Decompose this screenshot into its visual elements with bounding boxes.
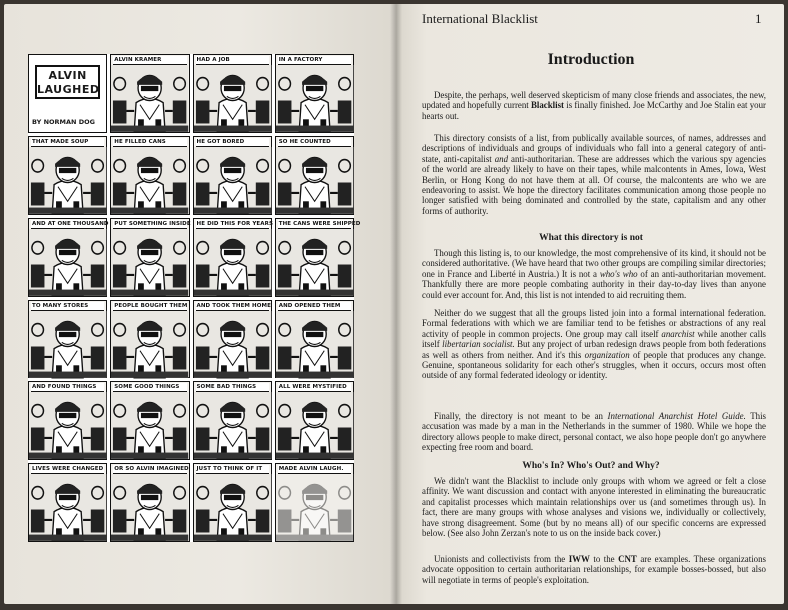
factory-worker-illustration (111, 392, 188, 459)
subheading-what-not: What this directory is not (539, 233, 643, 243)
factory-worker-illustration (111, 65, 188, 132)
comic-panel-caption: MADE ALVIN LAUGH. (278, 465, 351, 474)
comic-panel (275, 54, 354, 133)
comic-panel (110, 218, 189, 297)
comic-panel-caption: HE DID THIS FOR YEARS (196, 220, 274, 227)
factory-worker-illustration (276, 392, 353, 459)
factory-worker-illustration (276, 229, 353, 296)
comic-panel (275, 300, 354, 379)
comic-panel (193, 300, 272, 379)
comic-panel-caption: SOME BAD THINGS (196, 383, 269, 392)
factory-worker-illustration (276, 311, 353, 378)
factory-worker-illustration (29, 147, 106, 214)
factory-worker-illustration (111, 474, 188, 541)
comic-panel (193, 136, 272, 215)
factory-worker-illustration (276, 147, 353, 214)
comic-panel-caption: HAD A JOB (196, 56, 269, 65)
page-heading: Introduction (547, 51, 635, 68)
comic-panel-caption: LIVES WERE CHANGED (32, 466, 104, 473)
factory-worker-illustration (194, 474, 271, 541)
comic-panel-caption: SO HE COUNTED (278, 138, 351, 147)
comic-panel (28, 300, 107, 379)
factory-worker-illustration (29, 392, 106, 459)
comic-panel-caption: SOME GOOD THINGS (113, 383, 186, 392)
comic-panel-caption: AND FOUND THINGS (31, 383, 104, 392)
factory-worker-illustration (111, 229, 188, 296)
comic-panel (110, 463, 189, 542)
comic-panel-caption: THE CANS WERE SHIPPED (278, 220, 361, 227)
comic-strip (28, 54, 361, 542)
factory-worker-illustration (194, 392, 271, 459)
comic-panel-caption: JUST TO THINK OF IT (196, 465, 269, 474)
comic-panel-caption: THAT MADE SOUP (31, 138, 104, 147)
comic-panel (193, 463, 272, 542)
factory-worker-illustration (194, 311, 271, 378)
comic-panel-caption: HE GOT BORED (196, 138, 269, 147)
factory-worker-illustration (194, 229, 271, 296)
comic-panel-caption: AND AT ONE THOUSAND (32, 220, 109, 227)
comic-panel (110, 54, 189, 133)
comic-byline: BY NORMAN DOG (32, 117, 95, 126)
paragraph-federation: Neither do we suggest that all the groups listed join into a formal international federation. Formal federations with which we are familiar tend to be fetishes or abstractions of any real activity of people in common projects. One group may call itself anarchist while another calls itself libertarian socialist. But any project of urban redesign draws people from both federations as well as others from neither. And it's this organization of people that produces any change. Genuine, spontaneous solidarity for each other's struggles, when it occurs, occurs most often outside of any formal federated ideology or identity. (422, 308, 766, 381)
comic-title-panel (28, 54, 107, 133)
factory-worker-illustration (276, 65, 353, 132)
comic-panel (275, 136, 354, 215)
comic-panel (193, 381, 272, 460)
book-gutter (390, 4, 402, 604)
comic-panel (110, 300, 189, 379)
factory-worker-illustration (29, 474, 106, 541)
paragraph-whos-in: We didn't want the Blacklist to include only groups with whom we agreed or felt a close affinity. We want discussion and contact with anyone interested in eliminating the bureaucratic and capitalist processes which maintain relationships over us (and sometimes through us). In fact, there are many groups with whose analyses and visions we, individually or collectively, have strong disagreement. Some (but by no means all) of our specific concerns are expressed below. (See also John Zerzan's note to us on the inside back cover.) (422, 476, 766, 539)
comic-title: ALVIN LAUGHED (35, 65, 100, 99)
factory-worker-illustration (29, 311, 106, 378)
factory-worker-illustration (111, 147, 188, 214)
subheading-whos-in: Who's In? Who's Out? and Why? (522, 461, 660, 471)
comic-panel-caption: IN A FACTORY (278, 56, 351, 65)
comic-panel (275, 381, 354, 460)
paragraph-intro: Despite, the perhaps, well deserved skepticism of many close friends and associates, the new, updated and hopefully current Blacklist is finally finished. Joe McCarthy and Joe Stalin eat your hearts out. (422, 90, 766, 121)
comic-panel (28, 381, 107, 460)
comic-panel (110, 381, 189, 460)
comic-panel (275, 463, 354, 542)
comic-panel (28, 463, 107, 542)
comic-panel-caption: OR SO ALVIN IMAGINED (114, 466, 189, 473)
comic-panel (28, 218, 107, 297)
paragraph-directory-consists: This directory consists of a list, from publically available sources, of names, addresses and descriptions of individuals and groups of individuals who fall into a general category of anti-state, anti-capitalist and anti-authoritarian. These are addresses which the various spy agencies of the world are already likely to have on their tapes, while malcontents in Ames, Iowa, West Berlin, or Hong Kong do not have them at all. Of course, the malcontents are who we are endeavoring to assist. We hope the directory facilitates communication among those people no longer satisfied with being dominated and controlled by the state, capitalism and any other forms of authority. (422, 133, 766, 216)
paragraph-not-authoritative: Though this listing is, to our knowledge, the most comprehensive of its kind, it should not be considered authoritative. (We have heard that two other groups are compiling similar directories; one in France and Liberté in Austria.) It is not a who's who of an anti-authoritarian movement. Thankfully there are more people combating authority in their day-to-day lives than anyone could ever account for. And, this list is not intended to aid recruiting them. (422, 248, 766, 300)
comic-panel-caption: AND OPENED THEM (278, 302, 351, 311)
comic-panel (110, 136, 189, 215)
factory-worker-illustration (29, 229, 106, 296)
comic-panel-caption: ALL WERE MYSTIFIED (278, 383, 351, 392)
comic-panel-caption: PUT SOMETHING INSIDE (114, 220, 191, 227)
comic-panel (275, 218, 361, 297)
comic-panel-caption: TO MANY STORES (31, 302, 104, 311)
comic-panel-caption: PEOPLE BOUGHT THEM (114, 302, 188, 309)
factory-worker-illustration (276, 474, 353, 541)
comic-panel-caption: ALVIN KRAMER (113, 56, 186, 65)
factory-worker-illustration (111, 311, 188, 378)
comic-panel-caption: HE FILLED CANS (113, 138, 186, 147)
comic-panel (193, 218, 272, 297)
paragraph-unionists: Unionists and collectivists from the IWW to the CNT are examples. These organizations advocate opposition to certain authoritarian relationships, for example bosses-bossed, but also will negotiate in terms of people's exploitation. (422, 554, 766, 585)
factory-worker-illustration (194, 65, 271, 132)
comic-panel-caption: AND TOOK THEM HOME (196, 302, 271, 309)
running-head: International Blacklist (422, 11, 538, 26)
page-number: 1 (755, 11, 762, 26)
factory-worker-illustration (194, 147, 271, 214)
comic-panel (193, 54, 272, 133)
paragraph-hotel-guide: Finally, the directory is not meant to be an International Anarchist Hotel Guide. This accusation was made by a man in the Netherlands in the summer of 1980. While we hope the directory allows people to make direct, personal contact, we also hope people don't go anywhere expecting free room and board. (422, 411, 766, 453)
comic-panel (28, 136, 107, 215)
